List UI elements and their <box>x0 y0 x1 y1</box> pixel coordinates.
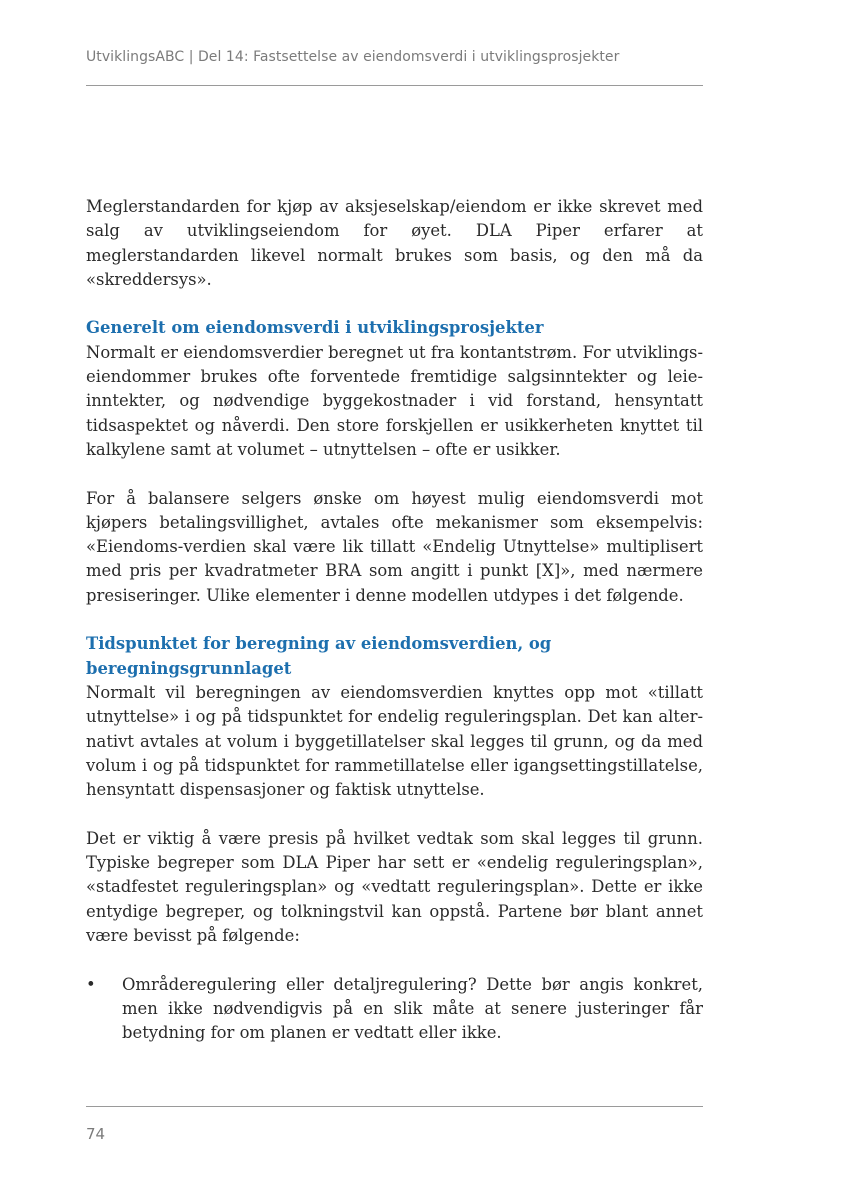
section-heading-generelt: Generelt om eiendomsverdi i utviklingsprosjekter <box>86 318 544 338</box>
paragraph: Normalt er eiendomsverdier beregnet ut fra kontantstrøm. For utviklings-eiendommer brukes ofte forventede fremtidige salgsinntekter og leie-inntekter, og nødvendige byggekostnader i vid forstand, hensyntatt tidsaspektet og nåverdi. Den store forskjellen er usikkerheten knyttet til kalkylene samt at volumet – utnyttelsen – ofte er usikker. <box>86 342 703 459</box>
running-header: UtviklingsABC | Del 14: Fastsettelse av eiendomsverdi i utviklingsprosjekter <box>86 49 620 65</box>
list-item <box>86 973 703 1046</box>
section-heading-tidspunktet <box>86 632 703 681</box>
page-content <box>86 195 703 1045</box>
bullet-marker: • <box>86 974 96 994</box>
paragraph: Normalt vil beregningen av eiendomsverdien knyttes opp mot «tillatt utnyttelse» i og på tidspunktet for endelig reguleringsplan. Det kan alter-nativt avtales at volum i byggetillatelser skal legges til grunn, og da med volum i og på tidspunktet for rammetillatelse eller igangsettingstillatelse, hensyntatt dispensasjoner og faktisk utnyttelse. <box>86 682 703 800</box>
paragraph: For å balansere selgers ønske om høyest mulig eiendomsverdi mot kjøpers betalingsvillighet, avtales ofte mekanismer som eksempelvis: «Eiendoms-verdien skal være lik tillatt «Endelig Utnyttelse» multiplisert med pris per kvadratmeter BRA som angitt i punkt [X]», med nærmere presiseringer. Ulike elementer i denne modellen utdypes i det følgende. <box>86 488 703 605</box>
heading-line: Tidspunktet for beregning av eiendomsverdien, og <box>86 634 552 654</box>
footer-divider <box>86 1106 703 1107</box>
bullet-list <box>86 973 703 1046</box>
paragraph: Det er viktig å være presis på hvilket vedtak som skal legges til grunn. Typiske begreper som DLA Piper har sett er «endelig reguleringsplan», «stadfestet reguleringsplan» og «vedtatt reguleringsplan». Dette er ikke entydige begreper, og tolkningstvil kan oppstå. Partene bør blant annet være bevisst på følgende: <box>86 828 703 945</box>
header-divider <box>86 85 703 86</box>
intro-paragraph: Meglerstandarden for kjøp av aksjeselskap/eiendom er ikke skrevet med salg av utviklingseiendom for øyet. DLA Piper erfarer at meglerstandarden likevel normalt brukes som basis, og den må da «skreddersys». <box>86 197 703 289</box>
heading-line: beregningsgrunnlaget <box>86 658 292 678</box>
list-item-text: Områderegulering eller detaljregulering? Dette bør angis konkret, men ikke nødvendigvis på en slik måte at senere justeringer får betydning for om planen er vedtatt eller ikke. <box>122 974 703 1043</box>
page-number: 74 <box>86 1125 106 1143</box>
